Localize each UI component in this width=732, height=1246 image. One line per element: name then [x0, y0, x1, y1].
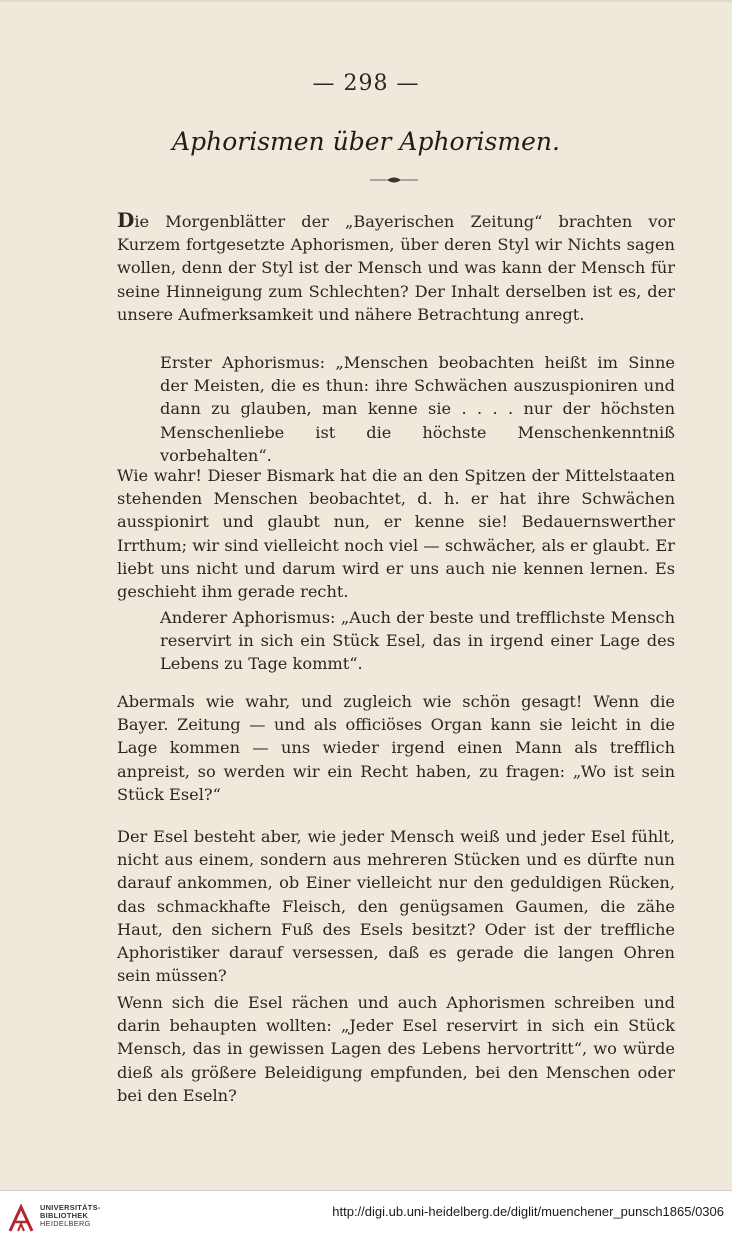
paragraph-comment-1: Wie wahr! Dieser Bismark hat die an den Spitzen der Mittelstaaten stehenden Menschen beobachtet, d. h. er hat ihre Schwächen ausspionirt und glaubt nun, er kenne sie! Bedauernswerther Irrthum; wir sind vielleicht noch viel — schwächer, als er glaubt. Er liebt uns nicht und darum wird er uns auch nie kennen lernen. Es geschieht ihm gerade recht.	[117, 466, 675, 602]
library-emblem-icon	[7, 1204, 35, 1234]
viewer-footer	[0, 1190, 732, 1246]
paragraph-comment-4: Wenn sich die Esel rächen und auch Aphorismen schreiben und darin behaupten wollten: „Jeder Esel reservirt in sich ein Stück Mensch, das in gewissen Lagen des Lebens hervortritt“, wo würde dieß als größere Beleidigung empfunden, bei den Menschen oder bei den Eseln?	[117, 993, 675, 1105]
permalink-url[interactable]: http://digi.ub.uni-heidelberg.de/diglit/muenchener_punsch1865/0306	[332, 1204, 724, 1219]
paragraph-aphorism-1: Erster Aphorismus: „Menschen beobachten heißt im Sinne der Meisten, die es thun: ihre Schwächen auszuspioniren und dann zu glauben, man kenne sie . . . . nur der höchsten Menschenliebe ist die höchste Menschenkenntniß vorbehalten“.	[160, 353, 675, 465]
paragraph-text: ie Morgenblätter der „Bayerischen Zeitung“ brachten vor Kurzem fortgesetzte Aphorismen, über deren Styl wir Nichts sagen wollen, denn der Styl ist der Mensch und was kann der Mensch für seine Hinneigung zum Schlechten? Der Inhalt derselben ist es, der unsere Aufmerksamkeit und nähere Betrachtung anregt.	[117, 212, 675, 324]
divider-ornament-icon	[369, 176, 419, 184]
paragraph-comment-2: Abermals wie wahr, und zugleich wie schön gesagt! Wenn die Bayer. Zeitung — und als officiöses Organ kann sie leicht in die Lage kommen — uns wieder irgend einen Mann als trefflich anpreist, so werden wir ein Recht haben, zu fragen: „Wo ist sein Stück Esel?“	[117, 692, 675, 804]
university-library-logo[interactable]	[7, 1204, 157, 1244]
paragraph-aphorism-2: Anderer Aphorismus: „Auch der beste und trefflichste Mensch reservirt in sich ein Stück Esel, das in irgend einer Lage des Lebens zu Tage kommt“.	[160, 608, 675, 674]
logo-wordmark: UNIVERSITÄTS- BIBLIOTHEK HEIDELBERG	[40, 1203, 101, 1229]
page-number: — 298 —	[312, 71, 420, 96]
paragraph-comment-3: Der Esel besteht aber, wie jeder Mensch weiß und jeder Esel fühlt, nicht aus einem, sondern aus mehreren Stücken und es dürfte nun darauf ankommen, ob Einer vielleicht nur den geduldigen Rücken, das schmackhafte Fleisch, den genügsamen Gaumen, die zähe Haut, den sichern Fuß des Esels besitzt? Oder ist der treffliche Aphoristiker darauf versessen, daß es gerade die langen Ohren sein müssen?	[117, 827, 675, 986]
article-title: Aphorismen über Aphorismen.	[172, 127, 560, 156]
drop-cap-letter: D	[117, 208, 135, 232]
paragraph-intro	[117, 209, 675, 326]
